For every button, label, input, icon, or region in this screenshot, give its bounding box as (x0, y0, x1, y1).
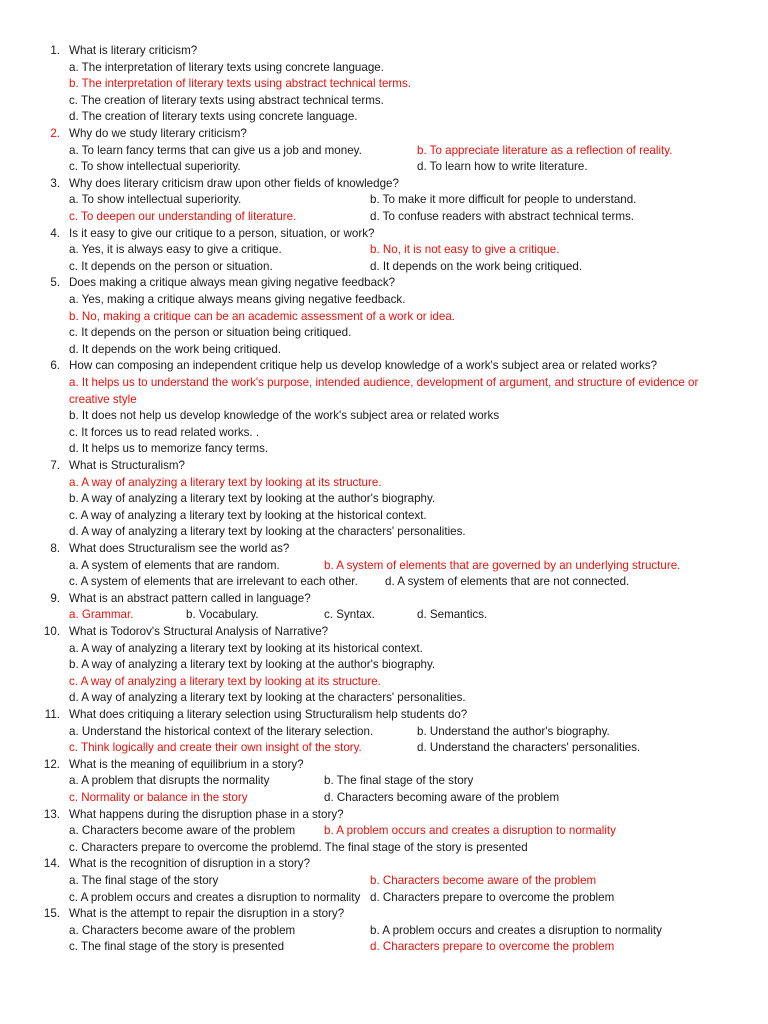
question-row (0, 43, 768, 60)
question-number: 4. (50, 226, 60, 240)
question-row (0, 856, 768, 873)
answer-option: a. The final stage of the story (69, 874, 219, 887)
answer-option: c. A way of analyzing a literary text by looking at the historical context. (69, 508, 427, 522)
answer-option: d. A system of elements that are not connected. (385, 575, 630, 589)
question-row (0, 458, 768, 475)
question-row (0, 226, 768, 243)
question-text: Why does literary criticism draw upon other fields of knowledge? (69, 176, 399, 190)
answer-option: a. To show intellectual superiority. (69, 193, 242, 207)
question-row (0, 757, 768, 774)
question-text: Does making a critique always mean giving negative feedback? (69, 276, 396, 290)
answer-option: d. To confuse readers with abstract technical terms. (370, 210, 634, 223)
question-number: 14. (43, 857, 60, 871)
answer-option: d. A way of analyzing a literary text by looking at the characters' personalities. (69, 525, 466, 539)
question-text: What is literary criticism? (69, 44, 198, 57)
question-row (0, 541, 768, 558)
answer-option: a. To learn fancy terms that can give us a job and money. (69, 143, 362, 157)
correct-answer-option: b. Characters become aware of the problem (370, 874, 597, 887)
question-text: What is an abstract pattern called in language? (69, 591, 311, 605)
question-number: 11. (44, 708, 60, 721)
answer-option: c. It depends on the person or situation being critiqued. (69, 326, 352, 340)
answer-option: d. It depends on the work being critiqued. (370, 259, 583, 273)
question-number: 12. (43, 757, 60, 771)
correct-answer-option: b. To appreciate literature as a reflection of reality. (417, 143, 673, 157)
answer-option: b. Vocabulary. (186, 608, 259, 622)
question-row (0, 591, 768, 608)
answer-option: b. A problem occurs and creates a disruption to normality (370, 923, 662, 937)
answer-option: d. Understand the characters' personalities. (417, 741, 641, 755)
correct-answer-option: a. Grammar. (69, 608, 134, 622)
answer-option: c. The creation of literary texts using abstract technical terms. (69, 93, 384, 107)
answer-option: c. It depends on the person or situation. (69, 259, 273, 273)
answer-option: d. It helps us to memorize fancy terms. (69, 442, 269, 456)
correct-answer-option-continued: creative style (69, 392, 137, 406)
answer-option: d. Characters prepare to overcome the problem (370, 890, 615, 904)
answer-option: a. Understand the historical context of the literary selection. (69, 724, 374, 738)
question-text: What is Todorov's Structural Analysis of Narrative? (69, 625, 329, 638)
question-text: What is Structuralism? (69, 459, 185, 472)
correct-answer-option: b. The interpretation of literary texts using abstract technical terms. (69, 77, 411, 91)
answer-option: d. A way of analyzing a literary text by looking at the characters' personalities. (69, 691, 466, 705)
answer-option: a. The interpretation of literary texts using concrete language. (69, 60, 384, 74)
answer-option: d. The final stage of the story is presented (312, 840, 528, 854)
question-row (0, 275, 768, 292)
question-number: 2. (50, 127, 60, 140)
answer-option: a. A way of analyzing a literary text by looking at its historical context. (69, 641, 423, 655)
question-number: 10. (43, 625, 60, 638)
answer-option: a. A system of elements that are random. (69, 558, 280, 572)
answer-option: a. A problem that disrupts the normality (69, 774, 270, 788)
correct-answer-option: d. Characters prepare to overcome the problem (370, 940, 615, 954)
answer-option: d. To learn how to write literature. (417, 160, 588, 174)
answer-option: a. Yes, making a critique always means giving negative feedback. (69, 293, 406, 306)
answer-option: d. It depends on the work being critiqued. (69, 342, 282, 356)
answer-option: b. Understand the author's biography. (417, 724, 610, 738)
correct-answer-option: b. No, making a critique can be an academic assessment of a work or idea. (69, 309, 456, 323)
correct-answer-option: b. No, it is not easy to give a critique. (370, 243, 560, 257)
answer-option: c. The final stage of the story is presented (69, 940, 285, 954)
question-row (0, 624, 768, 641)
question-number: 8. (50, 542, 60, 555)
answer-option: c. A system of elements that are irrelevant to each other. (69, 575, 358, 589)
question-number: 5. (50, 276, 60, 290)
question-text: What is the recognition of disruption in a story? (69, 857, 311, 871)
correct-answer-option: c. A way of analyzing a literary text by looking at its structure. (69, 674, 381, 688)
question-text: What is the attempt to repair the disruption in a story? (69, 907, 345, 921)
answer-option: a. Characters become aware of the problem (69, 824, 296, 838)
question-number: 13. (43, 807, 60, 821)
answer-option: b. A way of analyzing a literary text by looking at the author's biography. (69, 658, 436, 672)
question-number: 3. (50, 176, 60, 190)
question-number: 6. (50, 359, 60, 373)
question-text: What is the meaning of equilibrium in a story? (69, 757, 304, 771)
question-text: What does critiquing a literary selection using Structuralism help students do? (69, 708, 468, 721)
question-text: Why do we study literary criticism? (69, 127, 247, 140)
correct-answer-option: a. A way of analyzing a literary text by looking at its structure. (69, 475, 382, 489)
answer-option: a. Characters become aware of the problem (69, 923, 296, 937)
answer-option: c. Syntax. (324, 608, 375, 622)
correct-answer-option: b. A problem occurs and creates a disruption to normality (324, 824, 616, 838)
question-text: How can composing an independent critique help us develop knowledge of a work's subject area or related works? (69, 359, 658, 373)
correct-answer-option: c. Normality or balance in the story (69, 791, 248, 804)
question-row (0, 358, 768, 375)
question-row (0, 707, 768, 724)
question-row (0, 126, 768, 143)
question-number: 7. (50, 459, 60, 472)
answer-option: c. Characters prepare to overcome the problem (69, 840, 313, 854)
question-text: Is it easy to give our critique to a person, situation, or work? (69, 226, 375, 240)
question-text: What does Structuralism see the world as? (69, 542, 290, 555)
answer-option: c. It forces us to read related works. . (69, 425, 260, 439)
question-text: What happens during the disruption phase in a story? (69, 807, 344, 821)
answer-option: d. Semantics. (417, 608, 488, 622)
answer-option: d. Characters becoming aware of the problem (324, 791, 560, 804)
question-row (0, 807, 768, 824)
question-row (0, 906, 768, 923)
answer-option: b. To make it more difficult for people to understand. (370, 193, 637, 207)
question-number: 9. (50, 591, 60, 605)
answer-option: c. A problem occurs and creates a disruption to normality (69, 890, 361, 904)
answer-option: b. The final stage of the story (324, 774, 474, 788)
answer-option: a. Yes, it is always easy to give a critique. (69, 243, 282, 257)
correct-answer-option: b. A system of elements that are governed by an underlying structure. (324, 558, 681, 572)
question-row (0, 176, 768, 193)
answer-option: b. It does not help us develop knowledge of the work's subject area or related works (69, 409, 500, 423)
question-number: 1. (50, 44, 60, 57)
answer-option: c. To show intellectual superiority. (69, 160, 241, 174)
correct-answer-option: c. Think logically and create their own insight of the story. (69, 741, 362, 755)
question-number: 15. (43, 907, 60, 921)
answer-option: b. A way of analyzing a literary text by looking at the author's biography. (69, 492, 436, 506)
correct-answer-option: c. To deepen our understanding of literature. (69, 210, 297, 223)
answer-option: d. The creation of literary texts using concrete language. (69, 110, 358, 124)
correct-answer-option: a. It helps us to understand the work's purpose, intended audience, development of argument, and structure of evidence or (69, 376, 699, 389)
